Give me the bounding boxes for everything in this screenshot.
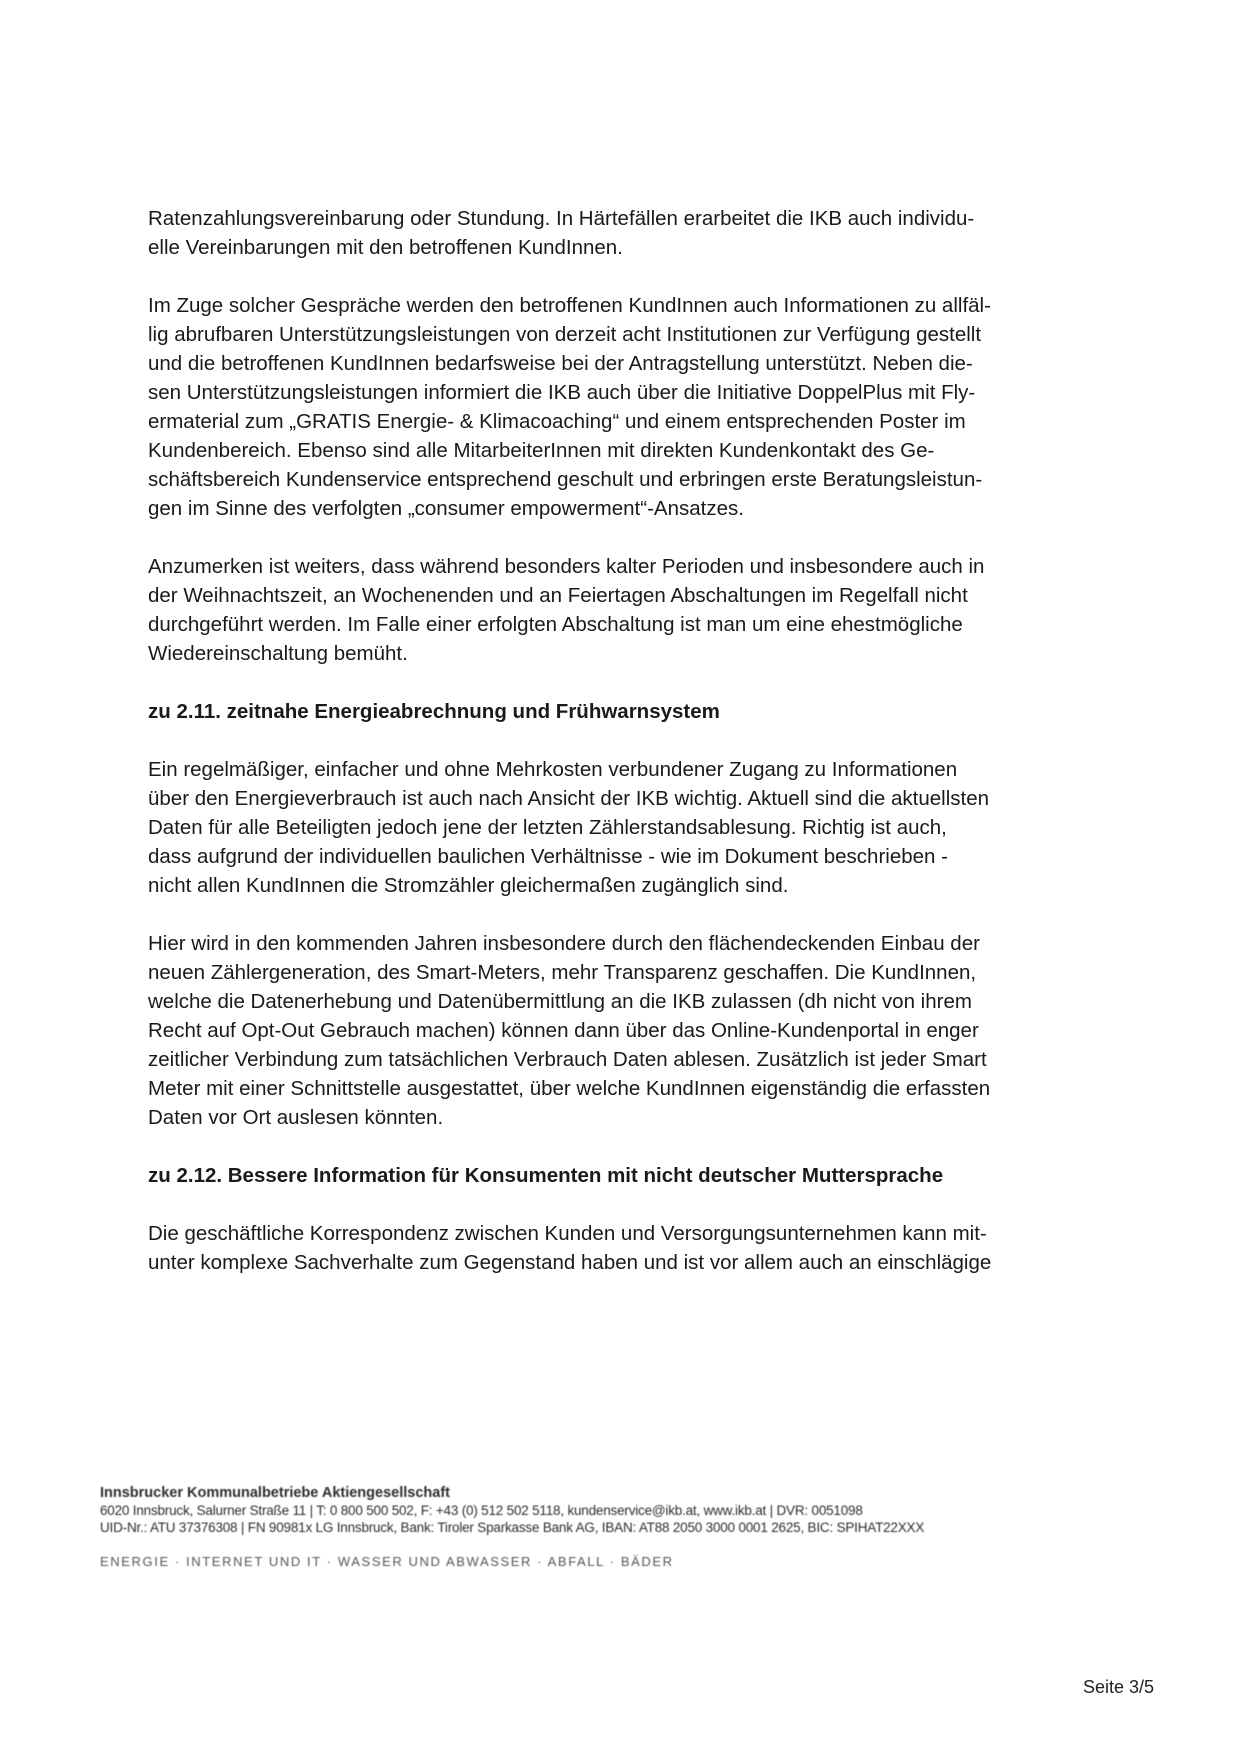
footer-registry-line: UID-Nr.: ATU 37376308 | FN 90981x LG Innsbruck, Bank: Tiroler Sparkasse Bank AG, IBAN: AT88 2050 3000 0001 2625, BIC: SPIHAT22XXX: [100, 1520, 925, 1535]
paragraph-correspondence: Die geschäftliche Korrespondenz zwischen Kunden und Versorgungsunternehmen kann mit- unter komplexe Sachverhalte zum Gegenstand haben und ist vor allem auch an einschlägige: [148, 1222, 992, 1274]
paragraph-disconnection-periods: Anzumerken ist weiters, dass während besonders kalter Perioden und insbesondere auch in der Weihnachtszeit, an Wochenenden und an Feiertagen Abschaltungen im Regelfall nicht durchgeführt werden. Im Falle einer erfolgten Abschaltung ist man um eine ehestmögliche Wiedereinschaltung bemüht.: [148, 555, 985, 665]
footer-business-areas: ENERGIE · INTERNET UND IT · WASSER UND ABWASSER · ABFALL · BÄDER: [100, 1554, 674, 1569]
paragraph-installment-agreements: Ratenzahlungsvereinbarung oder Stundung. In Härtefällen erarbeitet die IKB auch individu- elle Vereinbarungen mit den betroffenen KundInnen.: [148, 207, 975, 259]
footer-company-name: Innsbrucker Kommunalbetriebe Aktiengesellschaft: [100, 1485, 450, 1501]
paragraph-support-services: Im Zuge solcher Gespräche werden den betroffenen KundInnen auch Informationen zu allfäl- lig abrufbaren Unterstützungsleistungen von derzeit acht Institutionen zur Verfügung gestellt und die betroffenen KundInnen bedarfsweise bei der Antragstellung unterstützt. Neben die- sen Unterstützungsleistungen informiert die IKB auch über die Initiative DoppelPlus mit Fly- ermaterial zum „GRATIS Energie- & Klimacoaching“ und einem entsprechenden Poster im Kundenbereich. Ebenso sind alle MitarbeiterInnen mit direkten Kundenkontakt des Ge- schäftsbereich Kundenservice entsprechend geschult und erbringen erste Beratungsleistun- gen im Sinne des verfolgten „consumer empowerment“-Ansatzes.: [148, 294, 991, 520]
document-body: [148, 204, 1096, 1306]
paragraph-consumption-information: Ein regelmäßiger, einfacher und ohne Mehrkosten verbundener Zugang zu Informationen über den Energieverbrauch ist auch nach Ansicht der IKB wichtig. Aktuell sind die aktuellsten Daten für alle Beteiligten jedoch jene der letzten Zählerstandsablesung. Richtig ist auch, dass aufgrund der individuellen baulichen Verhältnisse - wie im Dokument beschrieben - nicht allen KundInnen die Stromzähler gleichermaßen zugänglich sind.: [148, 758, 989, 897]
paragraph-smart-meter: Hier wird in den kommenden Jahren insbesondere durch den flächendeckenden Einbau der neuen Zählergeneration, des Smart-Meters, mehr Transparenz geschaffen. Die KundInnen, welche die Datenerhebung und Datenübermittlung an die IKB zulassen (dh nicht von ihrem Recht auf Opt-Out Gebrauch machen) können dann über das Online-Kundenportal in enger zeitlicher Verbindung zum tatsächlichen Verbrauch Daten ablesen. Zusätzlich ist jeder Smart Meter mit einer Schnittstelle ausgestattet, über welche KundInnen eigenständig die erfassten Daten vor Ort auslesen könnten.: [148, 932, 991, 1129]
section-heading-2-12: zu 2.12. Bessere Information für Konsumenten mit nicht deutscher Muttersprache: [148, 1164, 944, 1187]
page-number: Seite 3/5: [1083, 1677, 1155, 1697]
footer-address-line: 6020 Innsbruck, Salurner Straße 11 | T: 0 800 500 502, F: +43 (0) 512 502 5118, kundenservice@ikb.at, www.ikb.at | DVR: 0051098: [100, 1503, 863, 1518]
section-heading-2-11: zu 2.11. zeitnahe Energieabrechnung und Frühwarnsystem: [148, 700, 720, 723]
company-footer: [100, 1485, 1200, 1570]
